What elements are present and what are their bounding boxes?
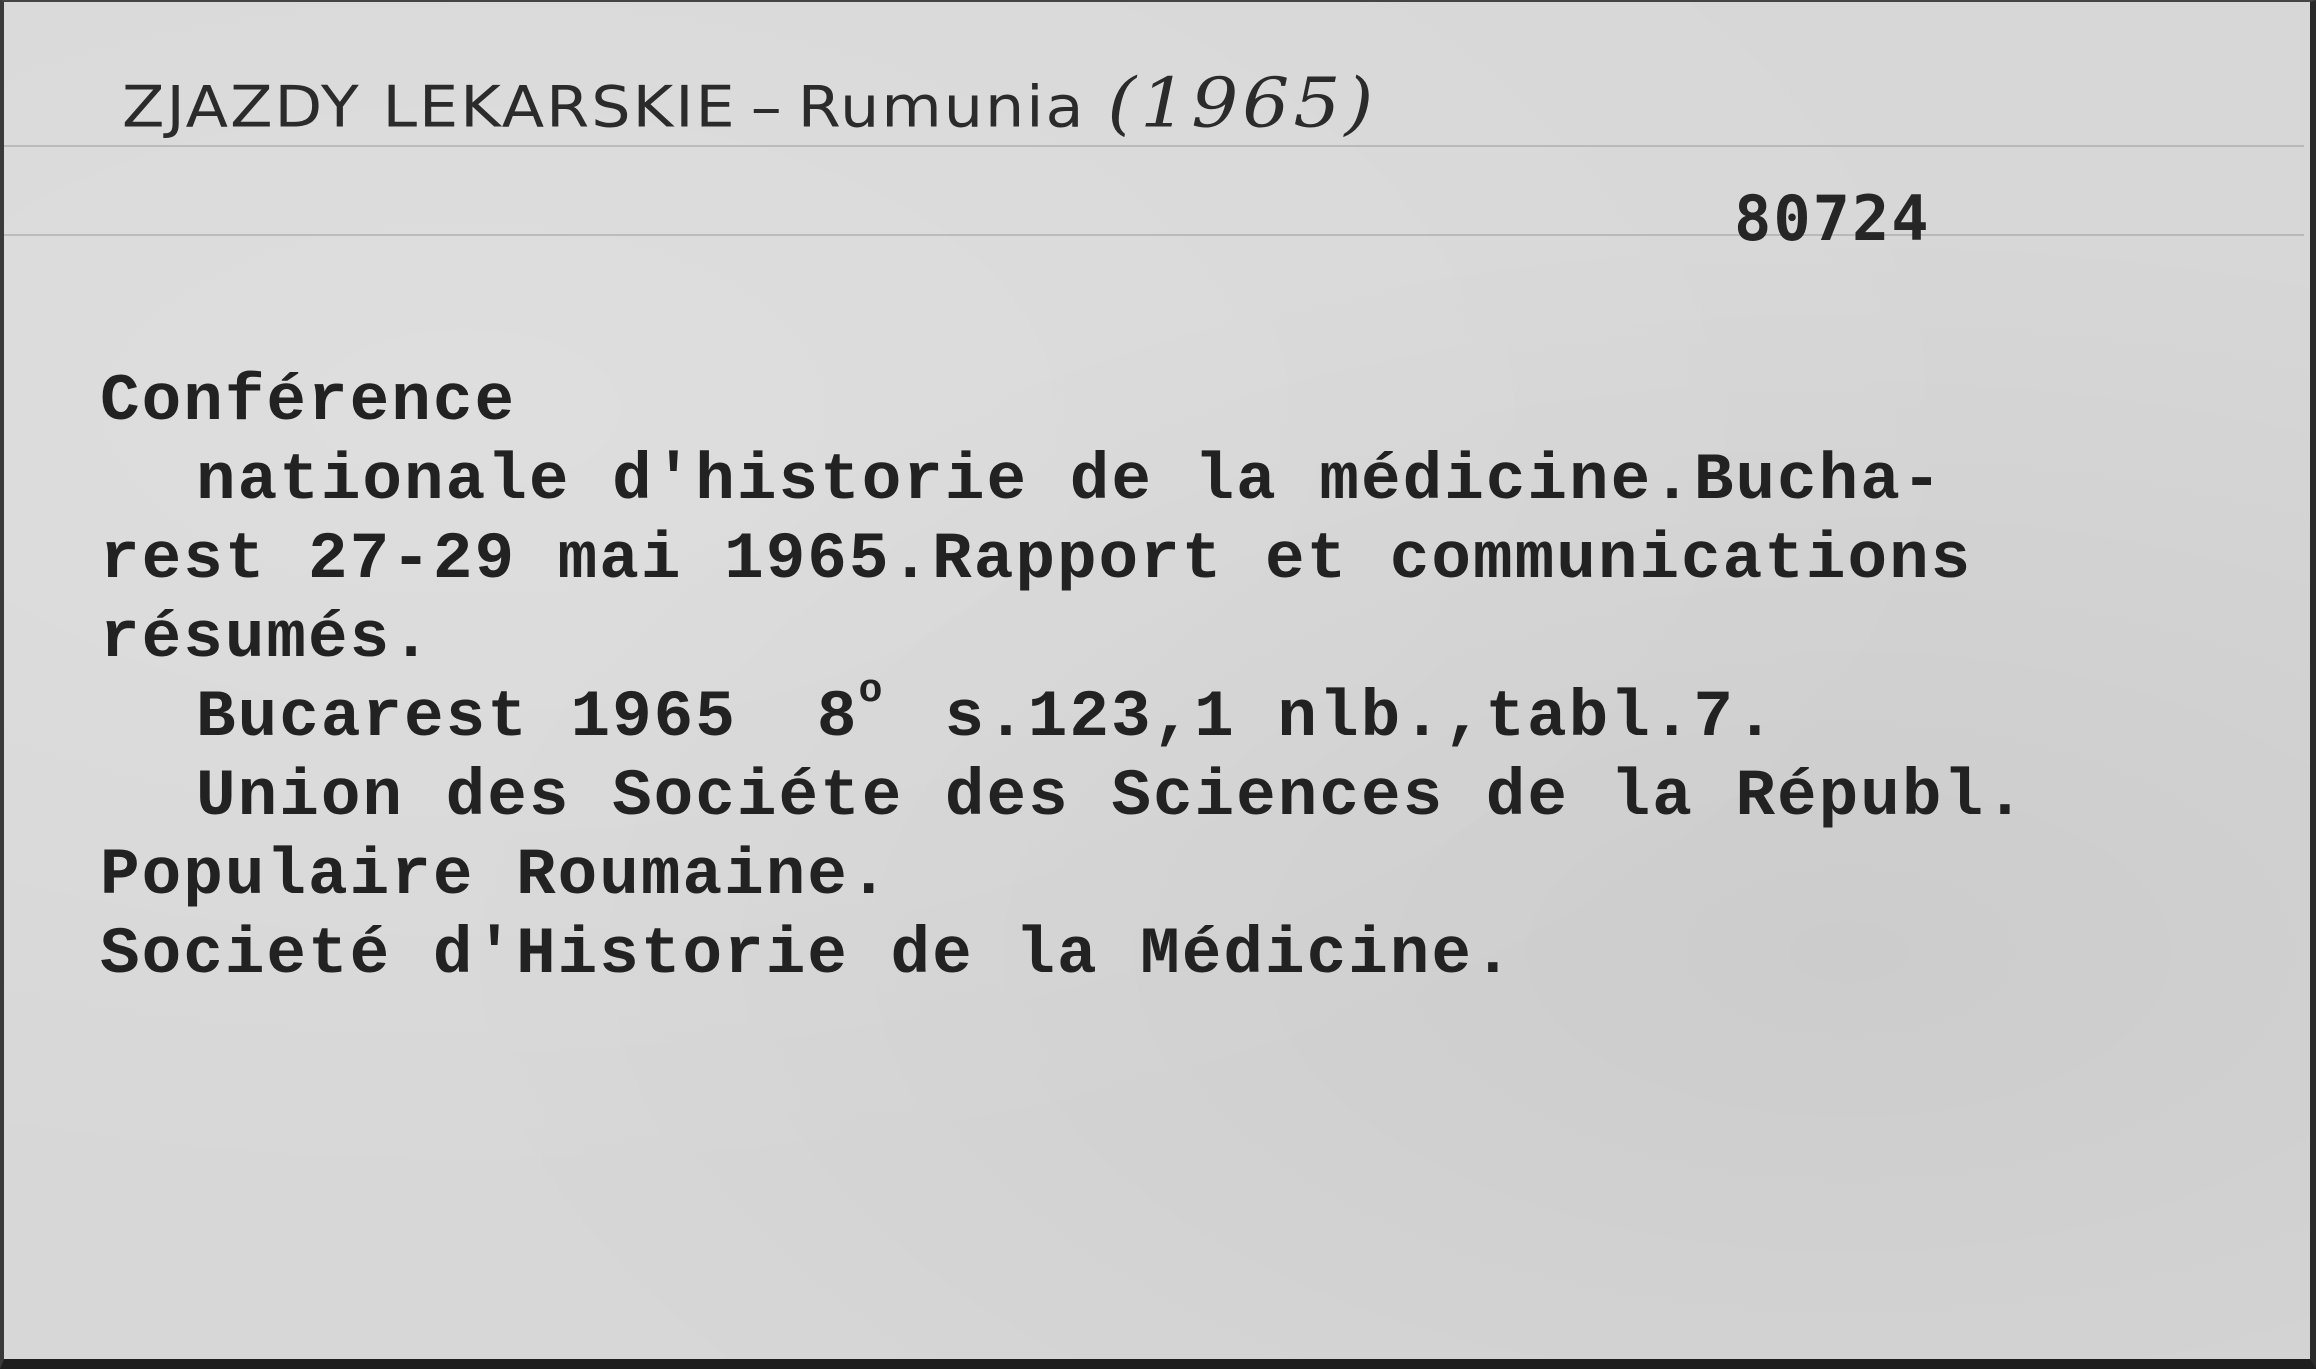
body-line: Populaire Roumaine. bbox=[100, 838, 891, 913]
title-line: Conférence bbox=[100, 364, 517, 439]
title-line: résumés. bbox=[100, 601, 433, 676]
call-number: 80724 bbox=[1734, 182, 1931, 255]
heading-year: (1965) bbox=[1107, 64, 1378, 144]
imprint-line bbox=[100, 669, 2300, 757]
title-line: rest 27-29 mai 1965.Rapport et communications bbox=[100, 522, 1973, 597]
heading-country: Rumunia bbox=[797, 73, 1086, 141]
subject-heading bbox=[122, 64, 1377, 143]
ruled-line bbox=[4, 145, 2304, 147]
imprint-place-year: Bucarest 1965 bbox=[196, 680, 737, 755]
imprint-format-sup: o bbox=[858, 669, 885, 714]
imprint-extent: s.123,1 nlb.,tabl.7. bbox=[944, 680, 1777, 755]
heading-separator: – bbox=[750, 73, 784, 141]
catalog-entry bbox=[100, 362, 2300, 994]
title-line: nationale d'historie de la médicine.Bucha- bbox=[196, 443, 1944, 518]
heading-subject: ZJAZDY LEKARSKIE bbox=[122, 73, 737, 141]
body-line: Union des Sociéte des Sciences de la Républ. bbox=[196, 759, 2027, 834]
ruled-line bbox=[4, 234, 2304, 236]
body-line: Societé d'Historie de la Médicine. bbox=[100, 917, 1515, 992]
imprint-format: 8 bbox=[816, 680, 859, 755]
